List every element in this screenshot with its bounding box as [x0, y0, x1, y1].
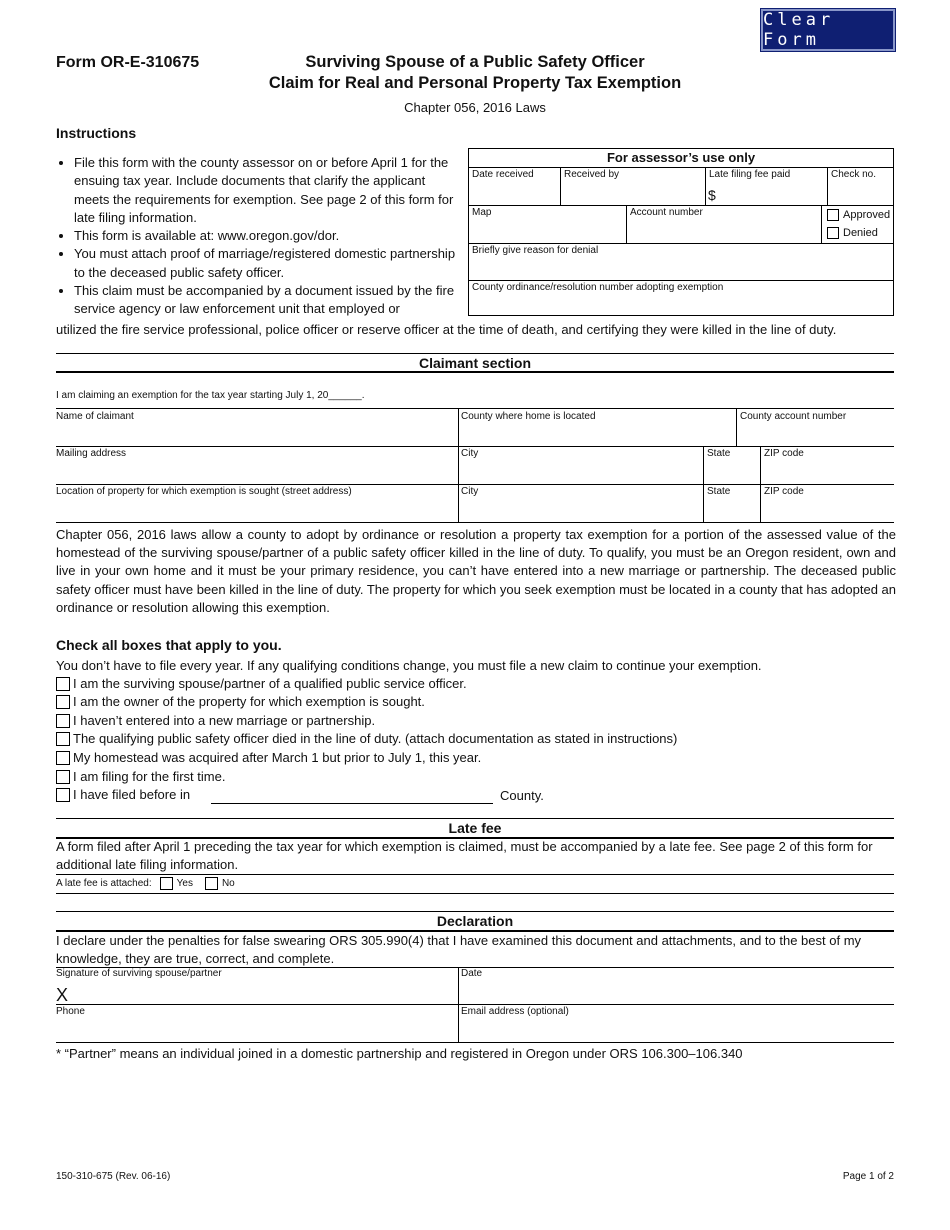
- denied-option[interactable]: [827, 227, 878, 239]
- late-fee-heading: Late fee: [448, 820, 502, 836]
- check-item-label: My homestead was acquired after March 1 but prior to July 1, this year.: [73, 750, 482, 765]
- city-label: City: [461, 486, 479, 497]
- late-fee-yes-checkbox[interactable]: [160, 877, 173, 890]
- check-item-label: I am the surviving spouse/partner of a qualified public service officer.: [73, 676, 467, 691]
- form-subtitle: Chapter 056, 2016 Laws: [404, 100, 546, 115]
- tax-year-statement: I am claiming an exemption for the tax year starting July 1, 20______.: [56, 390, 365, 401]
- instruction-item: • This form is available at: www.oregon.gov/dor.: [74, 227, 460, 245]
- check-item-label: I am the owner of the property for which exemption is sought.: [73, 694, 425, 709]
- zip-label: ZIP code: [764, 448, 804, 459]
- check-item[interactable]: [56, 713, 375, 728]
- received-by-label: Received by: [564, 169, 620, 180]
- clear-form-button[interactable]: Clear Form: [761, 9, 895, 51]
- check-item[interactable]: [56, 731, 677, 746]
- zip-label: ZIP code: [764, 486, 804, 497]
- qualifying-checkbox[interactable]: [56, 732, 70, 746]
- assessor-heading: For assessor’s use only: [606, 150, 756, 165]
- assessor-box: [468, 148, 894, 316]
- check-item[interactable]: [56, 694, 425, 709]
- ordinance-label: County ordinance/resolution number adopting exemption: [472, 282, 724, 293]
- check-item[interactable]: [56, 676, 467, 691]
- qualifying-checkbox[interactable]: [56, 770, 70, 784]
- approved-label: Approved: [843, 209, 891, 221]
- check-no-label: Check no.: [831, 169, 877, 180]
- reason-denial-label: Briefly give reason for denial: [472, 245, 599, 256]
- map-label: Map: [472, 207, 492, 218]
- late-fee-no-label: No: [221, 878, 235, 889]
- instruction-item: • This claim must be accompanied by a document issued by the fire service agency or law enforcement unit that employed or: [74, 282, 460, 319]
- check-item-label: I am filing for the first time.: [73, 769, 226, 784]
- check-item[interactable]: [56, 769, 225, 784]
- date-received-label: Date received: [472, 169, 534, 180]
- chapter-paragraph: Chapter 056, 2016 laws allow a county to adopt by ordinance or resolution a property tax exemption for a portion of the assessed value of the homestead of the surviving spouse/partner of a public safety officer killed in the line of duty. To qualify, you must be an Oregon resident, own and live in your own home and it must be your primary residence, you can’t have entered into a new marriage or partnership. The deceased public safety officer must have been killed in the line of duty. The property for which you seek exemption must be located in a county that has adopted an ordinance or resolution allowing this exemption.: [56, 527, 896, 615]
- instructions-heading: Instructions: [56, 125, 137, 141]
- form-id: Form OR-E-310675: [56, 54, 200, 71]
- late-fee-yes-label: Yes: [176, 878, 193, 889]
- check-item-label: I haven’t entered into a new marriage or partnership.: [73, 713, 376, 728]
- state-label: State: [707, 486, 731, 497]
- qualifying-checkbox[interactable]: [56, 677, 70, 691]
- declaration-heading: Declaration: [436, 913, 514, 929]
- instruction-item: • File this form with the county assessor on or before April 1 for the ensuing tax year. Include documents that clarify the applicant meets the requirements for exemption. See page 2 of this form for late filing information.: [74, 154, 460, 227]
- check-item[interactable]: [56, 787, 190, 802]
- signature-x-mark: X: [56, 985, 69, 1005]
- instruction-continuation: utilized the fire service professional, police officer or reserve officer at the time of death, and certifying they were killed in the line of duty.: [56, 322, 837, 337]
- date-label: Date: [461, 968, 483, 979]
- name-claimant-label: Name of claimant: [56, 411, 134, 422]
- late-fee-paid-label: Late filing fee paid: [709, 169, 791, 180]
- form-number: 150-310-675 (Rev. 06-16): [56, 1171, 171, 1182]
- signature-field[interactable]: [75, 982, 455, 1002]
- checks-intro: You don’t have to file every year. If any qualifying conditions change, you must file a new claim to continue your exemption.: [56, 658, 762, 673]
- claimant-heading: Claimant section: [418, 355, 532, 371]
- qualifying-checkbox[interactable]: [56, 751, 70, 765]
- filed-before-checkbox[interactable]: [56, 788, 70, 802]
- mailing-address-label: Mailing address: [56, 448, 127, 459]
- page-number: Page 1 of 2: [842, 1171, 894, 1182]
- name-claimant-field[interactable]: [56, 424, 456, 444]
- county-account-label: County account number: [740, 411, 847, 422]
- form-title-line2: Claim for Real and Personal Property Tax Exemption: [268, 74, 682, 92]
- approved-checkbox[interactable]: [827, 209, 839, 221]
- partner-footnote: * “Partner” means an individual joined in a domestic partnership and registered in Oregon under ORS 106.300–106.340: [56, 1046, 743, 1061]
- late-fee-text: A form filed after April 1 preceding the tax year for which exemption is claimed, must be accompanied by a late fee. See page 2 of this form for additional late filing information.: [56, 839, 873, 873]
- approved-option[interactable]: [827, 209, 890, 221]
- instructions-list: [56, 154, 460, 319]
- check-item[interactable]: [56, 750, 481, 765]
- declaration-text: I declare under the penalties for false swearing ORS 305.990(4) that I have examined this document and attachments, and to the best of my knowledge, they are true, correct, and complete.: [56, 933, 862, 967]
- received-by-field[interactable]: [561, 168, 704, 204]
- dollar-sign: $: [708, 187, 716, 203]
- filed-before-label: I have filed before in: [73, 787, 191, 802]
- state-label: State: [707, 448, 731, 459]
- form-title-line1: Surviving Spouse of a Public Safety Officer: [305, 53, 645, 71]
- late-fee-no-checkbox[interactable]: [205, 877, 218, 890]
- city-label: City: [461, 448, 479, 459]
- account-number-label: Account number: [630, 207, 703, 218]
- qualifying-checkbox[interactable]: [56, 695, 70, 709]
- filed-before-county-field[interactable]: [211, 789, 493, 804]
- checks-heading: Check all boxes that apply to you.: [56, 637, 282, 653]
- phone-label: Phone: [56, 1006, 85, 1017]
- late-fee-attached-label: A late fee is attached:: [56, 878, 152, 889]
- property-location-label: Location of property for which exemption is sought (street address): [56, 486, 352, 497]
- denied-checkbox[interactable]: [827, 227, 839, 239]
- denied-label: Denied: [843, 227, 878, 239]
- signature-label: Signature of surviving spouse/partner: [56, 968, 222, 979]
- late-fee-attached-row: [56, 877, 235, 890]
- county-home-label: County where home is located: [461, 411, 596, 422]
- county-suffix: County.: [500, 788, 544, 803]
- check-item-label: The qualifying public safety officer died in the line of duty. (attach documentation as stated in instructions): [73, 731, 678, 746]
- qualifying-checkbox[interactable]: [56, 714, 70, 728]
- instruction-item: • You must attach proof of marriage/registered domestic partnership to the deceased public safety officer.: [74, 245, 460, 282]
- email-label: Email address (optional): [461, 1006, 569, 1017]
